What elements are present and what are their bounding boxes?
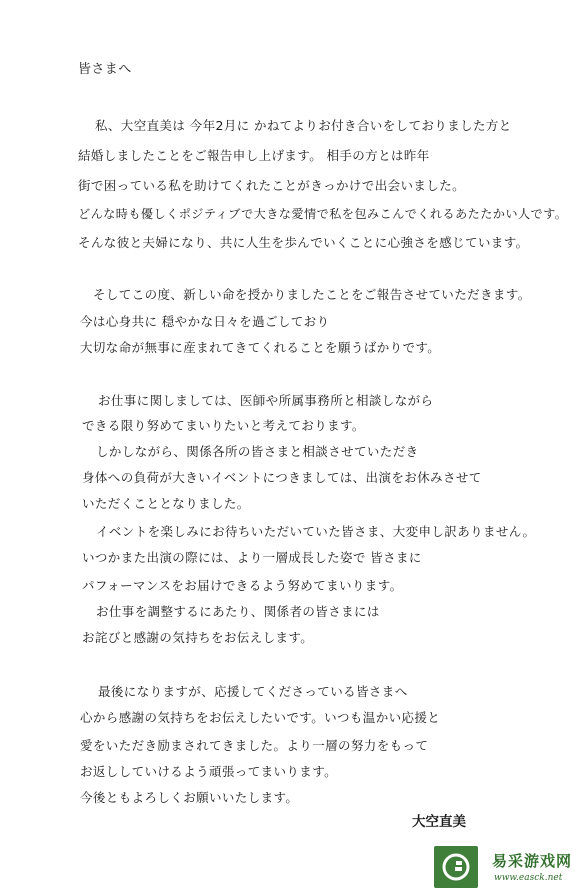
letter-line: 今後ともよろしくお願いいたします。	[80, 790, 299, 805]
letter-line: 愛をいただき励まされてきました。より一層の努力をもって	[80, 738, 429, 753]
letter-line: できる限り努めてまいりたいと考えております。	[82, 418, 365, 433]
letter-line: 今は心身共に 穏やかな日々を過ごしており	[80, 314, 330, 329]
letter-line: 大切な命が無事に産まれてきてくれることを願うばかりです。	[80, 340, 441, 355]
letter-line: お返ししていけるよう頑張ってまいります。	[80, 764, 338, 779]
letter-line: 街で困っている私を助けてくれたことがきっかけで出会いました。	[78, 178, 466, 193]
letter-line: 最後になりますが、応援してくださっている皆さまへ	[98, 684, 408, 699]
letter-line: いただくこととなりました。	[82, 496, 250, 511]
watermark-logo-icon	[434, 846, 478, 888]
letter-line: お仕事を調整するにあたり、関係者の皆さまには	[96, 604, 380, 619]
letter-line: どんな時も優しくポジティブで大きな愛情で私を包みこんでくれるあたたかい人です。	[78, 207, 568, 221]
letter-line: 結婚しましたことをご報告申し上げます。 相手の方とは昨年	[78, 148, 430, 163]
site-watermark	[432, 838, 584, 890]
greeting: 皆さまへ	[78, 62, 132, 77]
letter-line: お仕事に関しましては、医師や所属事務所と相談しながら	[98, 393, 434, 408]
letter-line: 心から感謝の気持ちをお伝えしたいです。いつも温かい応援と	[80, 710, 441, 725]
letter-line: そんな彼と夫婦になり、共に人生を歩んでいくことに心強さを感じています。	[78, 235, 529, 250]
signature: 大空直美	[412, 814, 466, 830]
letter-line: 身体への負荷が大きいイベントにつきましては、出演をお休みさせて	[82, 470, 482, 485]
letter-line: パフォーマンスをお届けできるよう努めてまいります。	[82, 578, 403, 593]
letter-line: いつかまた出演の際には、より一層成長した姿で 皆さまに	[82, 550, 422, 565]
letter-line: お詫びと感謝の気持ちをお伝えします。	[82, 630, 314, 645]
watermark-site-name: 易采游戏网	[492, 852, 573, 870]
watermark-site-url: www.easck.net	[494, 873, 563, 883]
letter-line: イベントを楽しみにお待ちいただいていた皆さま、大変申し訳ありません。	[96, 524, 536, 539]
letter-line: そしてこの度、新しい命を授かりましたことをご報告させていただきます。	[93, 287, 531, 302]
letter-line: 私、大空直美は 今年2月に かねてよりお付き合いをしておりました方と	[95, 118, 512, 133]
letter-line: しかしながら、関係各所の皆さまと相談させていただき	[96, 444, 419, 459]
